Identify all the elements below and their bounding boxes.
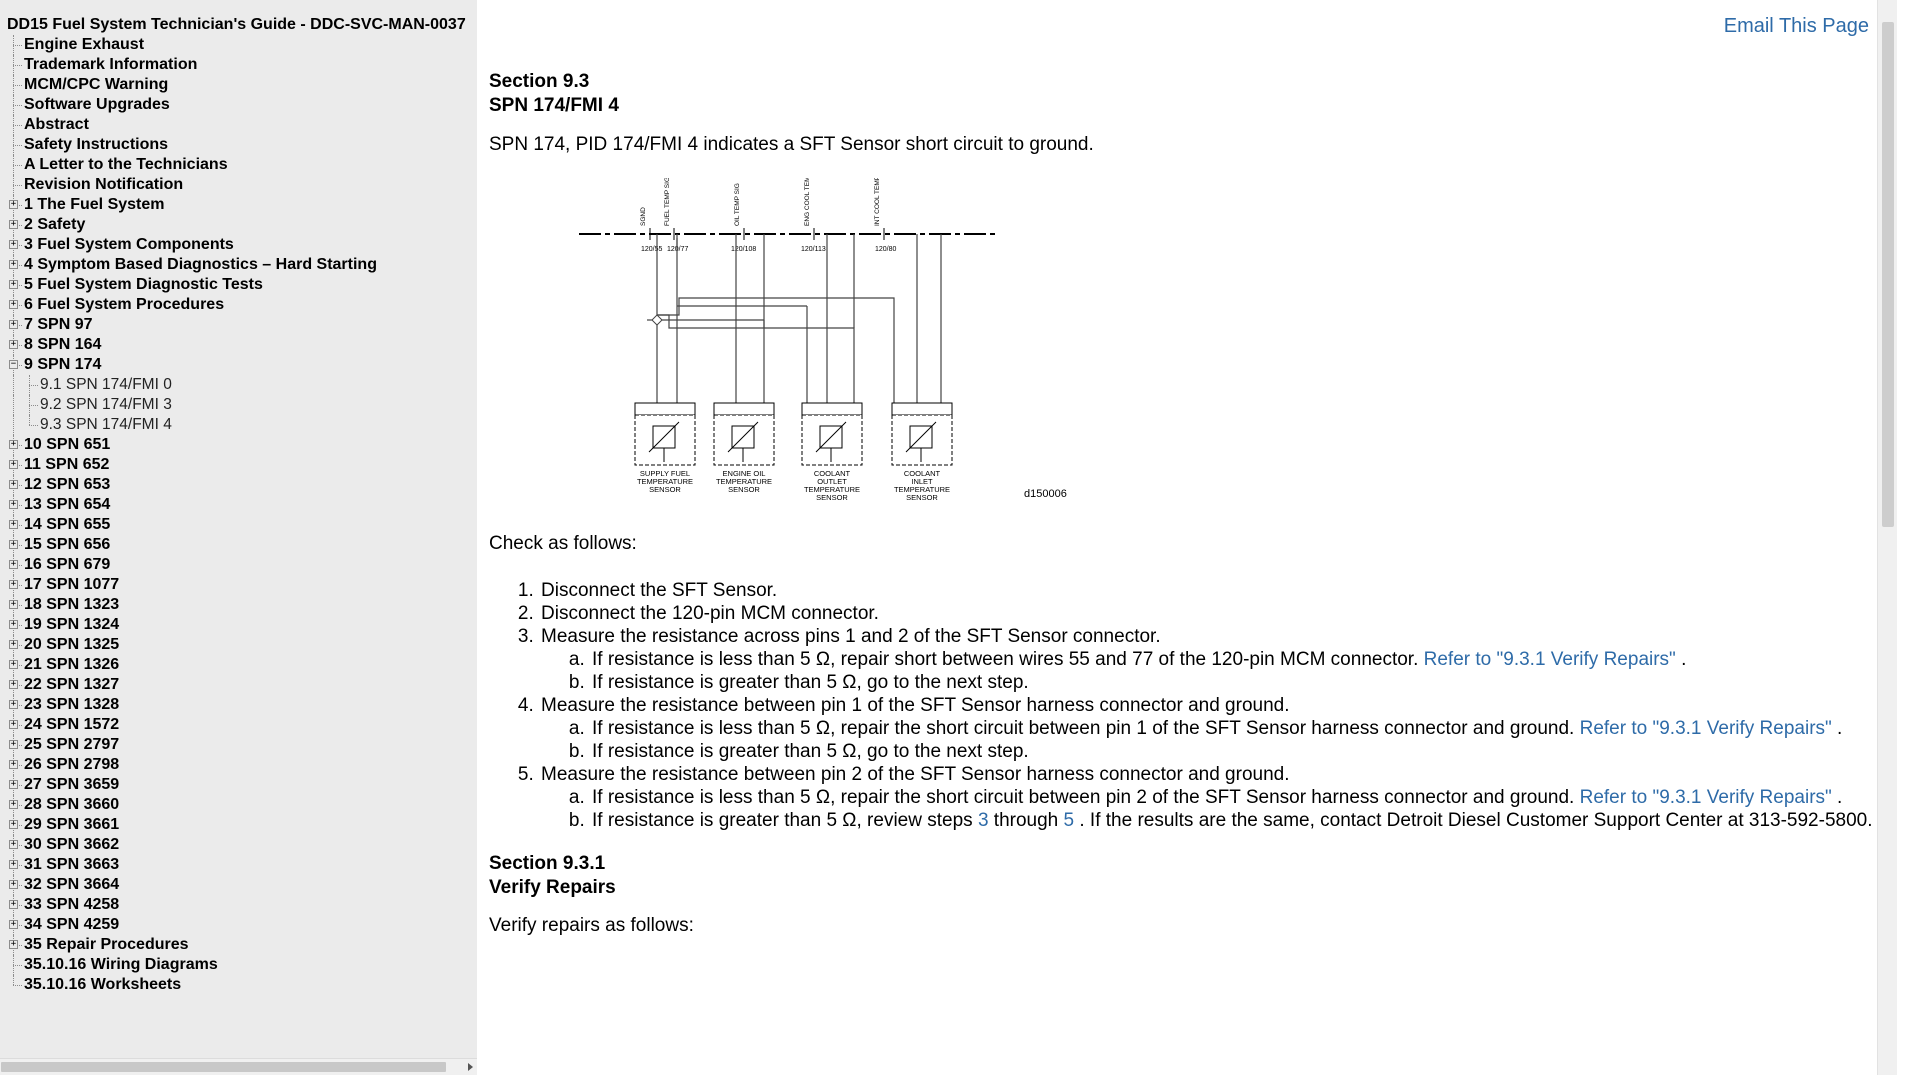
tree-guide-line: [29, 415, 30, 425]
expand-plus-icon[interactable]: +: [10, 439, 17, 449]
substep-text: If resistance is less than 5 Ω, repair the short circuit between pin 1 of the SFT Sensor harness connector and ground.: [592, 718, 1580, 739]
toc-item-label: 25 SPN 2797: [24, 736, 120, 753]
check-substep: [590, 648, 1889, 671]
toc-item-label: 20 SPN 1325: [24, 636, 120, 653]
toc-item[interactable]: [7, 535, 466, 555]
expand-plus-icon[interactable]: +: [10, 279, 17, 289]
section-number: Section 9.3: [489, 71, 590, 92]
sensor-label: TEMPERATURE: [803, 485, 861, 494]
diagram-signal-label: OIL TEMP SIG: [734, 183, 741, 226]
toc-item-label: Software Upgrades: [24, 96, 170, 113]
toc-item-label: Revision Notification: [24, 176, 184, 193]
sensor-label: SUPPLY FUEL: [639, 469, 691, 478]
toc-item[interactable]: [7, 195, 466, 215]
expand-plus-icon[interactable]: +: [10, 659, 17, 669]
tree-stub-line: [13, 145, 22, 146]
toc-item[interactable]: [7, 935, 466, 955]
toc-item[interactable]: [7, 635, 466, 655]
toc-tree-panel: [0, 0, 477, 1058]
check-step: [539, 625, 1889, 694]
horizontal-scrollbar[interactable]: [0, 1058, 477, 1075]
toc-item-label: Abstract: [24, 116, 89, 133]
section2-number: Section 9.3.1: [489, 853, 606, 874]
toc-item[interactable]: [7, 175, 466, 195]
toc-subitem-label: 9.2 SPN 174/FMI 3: [40, 396, 172, 413]
toc-item[interactable]: [7, 315, 466, 335]
expand-plus-icon[interactable]: +: [10, 319, 17, 329]
check-step-text: Disconnect the SFT Sensor.: [541, 580, 778, 601]
toc-item[interactable]: [7, 95, 466, 115]
tree-guide-line: [13, 415, 14, 435]
toc-item-label: 19 SPN 1324: [24, 616, 120, 633]
toc-item-label: 23 SPN 1328: [24, 696, 120, 713]
toc-item[interactable]: [7, 895, 466, 915]
toc-item-label: 13 SPN 654: [24, 496, 111, 513]
tree-guide-line: [13, 975, 14, 985]
toc-item-label: 15 SPN 656: [24, 536, 111, 553]
expand-plus-icon[interactable]: +: [10, 199, 17, 209]
check-substep: [590, 671, 1889, 694]
expand-plus-icon[interactable]: +: [10, 799, 17, 809]
section-title: SPN 174/FMI 4: [489, 95, 619, 116]
collapse-minus-icon[interactable]: −: [10, 359, 17, 369]
expand-plus-icon[interactable]: +: [10, 499, 17, 509]
expand-plus-icon[interactable]: +: [10, 339, 17, 349]
cross-reference-link[interactable]: Refer to "9.3.1 Verify Repairs": [1423, 649, 1676, 670]
sensor-label: OUTLET: [817, 477, 847, 486]
vertical-scrollbar[interactable]: [1877, 0, 1897, 1075]
cross-reference-link[interactable]: 5: [1063, 810, 1075, 831]
toc-item-label: 24 SPN 1572: [24, 716, 120, 733]
check-intro: Check as follows:: [489, 533, 637, 554]
expand-plus-icon[interactable]: +: [10, 919, 17, 929]
expand-plus-icon[interactable]: +: [10, 519, 17, 529]
verify-intro: Verify repairs as follows:: [489, 915, 694, 936]
expand-plus-icon[interactable]: +: [10, 479, 17, 489]
toc-item[interactable]: [7, 755, 466, 775]
horizontal-scrollbar-thumb[interactable]: [1, 1062, 446, 1072]
toc-item-label: 9 SPN 174: [24, 356, 102, 373]
toc-item-label: 11 SPN 652: [24, 456, 110, 473]
toc-item[interactable]: [7, 255, 466, 275]
toc-item-label: 21 SPN 1326: [24, 656, 120, 673]
expand-plus-icon[interactable]: +: [10, 939, 17, 949]
toc-item[interactable]: [7, 815, 466, 835]
diagram-pin-label: 120/80: [875, 246, 897, 253]
wiring-diagram-svg: [579, 178, 1119, 518]
check-substep: [590, 786, 1889, 809]
check-step-text: Measure the resistance between pin 1 of the SFT Sensor harness connector and ground.: [541, 695, 1290, 716]
toc-item[interactable]: [7, 275, 466, 295]
check-substep: [590, 740, 1889, 763]
temperature-sensor-symbol: [802, 403, 862, 465]
toc-item[interactable]: [7, 435, 466, 455]
toc-item-label: 5 Fuel System Diagnostic Tests: [24, 276, 263, 293]
sensor-label: COOLANT: [903, 469, 941, 478]
substep-text-after: .: [1675, 649, 1687, 670]
substep-text: If resistance is greater than 5 Ω, go to the next step.: [592, 672, 1029, 693]
toc-item-label: MCM/CPC Warning: [24, 76, 169, 93]
toc-item-label: 4 Symptom Based Diagnostics – Hard Starting: [24, 256, 377, 273]
toc-item-label: 35.10.16 Worksheets: [24, 976, 182, 993]
check-substep: [590, 809, 1889, 832]
check-substeps-list: [541, 786, 1889, 832]
toc-item[interactable]: [7, 355, 466, 375]
sensor-label: SENSOR: [649, 485, 681, 494]
cross-reference-link[interactable]: 3: [977, 810, 989, 831]
check-substep: [590, 717, 1889, 740]
substep-text: If resistance is greater than 5 Ω, go to the next step.: [592, 741, 1029, 762]
sensor-label: SENSOR: [816, 493, 848, 502]
expand-plus-icon[interactable]: +: [10, 639, 17, 649]
toc-item-label: 3 Fuel System Components: [24, 236, 234, 253]
toc-item[interactable]: [7, 555, 466, 575]
check-step-text: Measure the resistance across pins 1 and 2 of the SFT Sensor connector.: [541, 626, 1161, 647]
toc-item[interactable]: [7, 595, 466, 615]
sensor-label: COOLANT: [813, 469, 851, 478]
toc-sidebar: [0, 0, 477, 1075]
sensor-label: INLET: [911, 477, 933, 486]
toc-item[interactable]: [7, 875, 466, 895]
toc-item-label: 2 Safety: [24, 216, 86, 233]
email-this-page-link[interactable]: Email This Page: [1723, 15, 1869, 37]
toc-item-label: 6 Fuel System Procedures: [24, 296, 225, 313]
toc-item-label: 14 SPN 655: [24, 516, 111, 533]
substep-text: If resistance is greater than 5 Ω, review steps: [592, 810, 978, 831]
toc-item-label: 7 SPN 97: [24, 316, 93, 333]
vertical-scrollbar-thumb[interactable]: [1882, 22, 1894, 527]
tree-stub-line: [13, 105, 22, 106]
toc-item-label: 1 The Fuel System: [24, 196, 165, 213]
toc-subitem-label: 9.1 SPN 174/FMI 0: [40, 376, 172, 393]
toc-tree: [7, 15, 466, 995]
sensor-label: SENSOR: [728, 485, 760, 494]
toc-item[interactable]: [7, 215, 466, 235]
expand-plus-icon[interactable]: +: [10, 779, 17, 789]
toc-item[interactable]: [7, 615, 466, 635]
toc-item[interactable]: [7, 795, 466, 815]
expand-plus-icon[interactable]: +: [10, 459, 17, 469]
toc-item[interactable]: [7, 715, 466, 735]
toc-item[interactable]: [7, 35, 466, 55]
expand-plus-icon[interactable]: +: [10, 839, 17, 849]
tree-stub-line: [13, 185, 22, 186]
sensor-label: TEMPERATURE: [636, 477, 694, 486]
toc-item-label: 35.10.16 Wiring Diagrams: [24, 956, 218, 973]
check-step: [539, 602, 1889, 625]
toc-item-label: 16 SPN 679: [24, 556, 111, 573]
toc-item[interactable]: [7, 495, 466, 515]
cross-reference-link[interactable]: Refer to "9.3.1 Verify Repairs": [1579, 787, 1832, 808]
tree-stub-line: [13, 165, 22, 166]
tree-stub-line: [13, 985, 22, 986]
document-content: [489, 70, 1889, 937]
toc-item-label: 12 SPN 653: [24, 476, 111, 493]
toc-item[interactable]: [7, 235, 466, 255]
toc-item[interactable]: [7, 655, 466, 675]
toc-item-label: A Letter to the Technicians: [24, 156, 228, 173]
toc-item-label: 26 SPN 2798: [24, 756, 120, 773]
check-step: [539, 763, 1889, 832]
substep-text-mid: through: [988, 810, 1064, 831]
toc-document-title[interactable]: DD15 Fuel System Technician's Guide - DDC-SVC-MAN-0037: [7, 16, 466, 33]
diagram-pin-label: 120/108: [731, 246, 757, 253]
toc-item-label: 10 SPN 651: [24, 436, 111, 453]
substep-text-after: . If the results are the same, contact Detroit Diesel Customer Support Center at 313-592-5800.: [1074, 810, 1873, 831]
tree-guide-line: [13, 375, 14, 395]
toc-item-label: 28 SPN 3660: [24, 796, 120, 813]
substep-text: If resistance is less than 5 Ω, repair the short circuit between pin 2 of the SFT Sensor harness connector and ground.: [592, 787, 1580, 808]
diagram-pin-label: 120/55: [641, 246, 663, 253]
expand-plus-icon[interactable]: +: [10, 239, 17, 249]
cross-reference-link[interactable]: Refer to "9.3.1 Verify Repairs": [1579, 718, 1832, 739]
check-step: [539, 579, 1889, 602]
diagram-signal-label: ENG COOL TEMP: [804, 178, 811, 226]
toc-item[interactable]: [7, 515, 466, 535]
tree-stub-line: [13, 85, 22, 86]
toc-item[interactable]: [7, 115, 466, 135]
tree-stub-line: [29, 425, 38, 426]
diagram-pin-label: 120/113: [801, 246, 826, 253]
toc-item[interactable]: [7, 295, 466, 315]
toc-item[interactable]: [7, 475, 466, 495]
scroll-right-arrow-icon[interactable]: [468, 1063, 473, 1071]
toc-item-label: 22 SPN 1327: [24, 676, 120, 693]
substep-text-after: .: [1831, 787, 1843, 808]
wiring-diagram: [579, 178, 1119, 518]
substep-text-after: .: [1831, 718, 1843, 739]
temperature-sensor-symbol: [714, 403, 774, 465]
toc-subitem[interactable]: [7, 375, 466, 395]
toc-item[interactable]: [7, 75, 466, 95]
expand-plus-icon[interactable]: +: [10, 719, 17, 729]
expand-plus-icon[interactable]: +: [10, 739, 17, 749]
section-intro: SPN 174, PID 174/FMI 4 indicates a SFT Sensor short circuit to ground.: [489, 134, 1094, 155]
tree-stub-line: [13, 965, 22, 966]
toc-item[interactable]: [7, 775, 466, 795]
expand-plus-icon[interactable]: +: [10, 619, 17, 629]
sensor-label: TEMPERATURE: [715, 477, 773, 486]
tree-stub-line: [29, 385, 38, 386]
toc-item[interactable]: [7, 675, 466, 695]
expand-plus-icon[interactable]: +: [10, 599, 17, 609]
check-step: [539, 694, 1889, 763]
toc-item[interactable]: [7, 575, 466, 595]
content-pane: [477, 0, 1897, 1075]
sensor-label: SENSOR: [906, 493, 938, 502]
toc-item[interactable]: [7, 735, 466, 755]
toc-item[interactable]: [7, 455, 466, 475]
expand-plus-icon[interactable]: +: [10, 679, 17, 689]
diagram-signal-label: FUEL TEMP SIG: [664, 178, 671, 226]
toc-subitem[interactable]: [7, 415, 466, 435]
check-step-text: Disconnect the 120-pin MCM connector.: [541, 603, 879, 624]
check-substeps-list: [541, 717, 1889, 763]
toc-item[interactable]: [7, 335, 466, 355]
figure-id-label: d150006: [1024, 488, 1067, 500]
toc-item-label: 18 SPN 1323: [24, 596, 120, 613]
expand-plus-icon[interactable]: +: [10, 579, 17, 589]
sensor-label: ENGINE OIL: [722, 469, 766, 478]
expand-plus-icon[interactable]: +: [10, 899, 17, 909]
tree-stub-line: [29, 405, 38, 406]
expand-plus-icon[interactable]: +: [10, 759, 17, 769]
toc-item-label: Safety Instructions: [24, 136, 169, 153]
toc-item-label: 35 Repair Procedures: [24, 936, 189, 953]
toc-item-label: 30 SPN 3662: [24, 836, 120, 853]
expand-plus-icon[interactable]: +: [10, 299, 17, 309]
expand-plus-icon[interactable]: +: [10, 859, 17, 869]
temperature-sensor-symbol: [892, 403, 952, 465]
toc-item[interactable]: [7, 975, 466, 995]
check-substeps-list: [541, 648, 1889, 694]
check-steps-list: [527, 579, 1889, 832]
expand-plus-icon[interactable]: +: [10, 539, 17, 549]
expand-plus-icon[interactable]: +: [10, 259, 17, 269]
diagram-signal-label: INT COOL TEMP: [874, 178, 881, 226]
substep-text: If resistance is less than 5 Ω, repair short between wires 55 and 77 of the 120-pin MCM connector.: [592, 649, 1424, 670]
toc-item-label: 17 SPN 1077: [24, 576, 120, 593]
toc-item-label: 27 SPN 3659: [24, 776, 120, 793]
toc-item-label: Engine Exhaust: [24, 36, 145, 53]
toc-subitem-label: 9.3 SPN 174/FMI 4: [40, 416, 172, 433]
toc-item-label: 8 SPN 164: [24, 336, 102, 353]
toc-item-label: Trademark Information: [24, 56, 198, 73]
temperature-sensor-symbol: [635, 403, 695, 465]
tree-stub-line: [13, 65, 22, 66]
toc-item-label: 29 SPN 3661: [24, 816, 120, 833]
check-step-text: Measure the resistance between pin 2 of the SFT Sensor harness connector and ground.: [541, 764, 1290, 785]
toc-item[interactable]: [7, 695, 466, 715]
expand-plus-icon[interactable]: +: [10, 559, 17, 569]
diagram-pin-label: 120/77: [667, 246, 689, 253]
toc-item[interactable]: [7, 955, 466, 975]
expand-plus-icon[interactable]: +: [10, 219, 17, 229]
expand-plus-icon[interactable]: +: [10, 819, 17, 829]
tree-stub-line: [13, 45, 22, 46]
toc-item[interactable]: [7, 835, 466, 855]
toc-item-label: 33 SPN 4258: [24, 896, 120, 913]
toc-item-label: 34 SPN 4259: [24, 916, 120, 933]
diagram-signal-label: SGND: [640, 207, 647, 226]
toc-item[interactable]: [7, 855, 466, 875]
sensor-label: TEMPERATURE: [893, 485, 951, 494]
toc-item-label: 32 SPN 3664: [24, 876, 120, 893]
toc-item[interactable]: [7, 55, 466, 75]
expand-plus-icon[interactable]: +: [10, 879, 17, 889]
toc-item[interactable]: [7, 915, 466, 935]
toc-item-label: 31 SPN 3663: [24, 856, 120, 873]
toc-item[interactable]: [7, 135, 466, 155]
tree-stub-line: [13, 125, 22, 126]
tree-guide-line: [13, 395, 14, 415]
toc-item[interactable]: [7, 155, 466, 175]
expand-plus-icon[interactable]: +: [10, 699, 17, 709]
section2-title: Verify Repairs: [489, 877, 616, 898]
toc-subitem[interactable]: [7, 395, 466, 415]
